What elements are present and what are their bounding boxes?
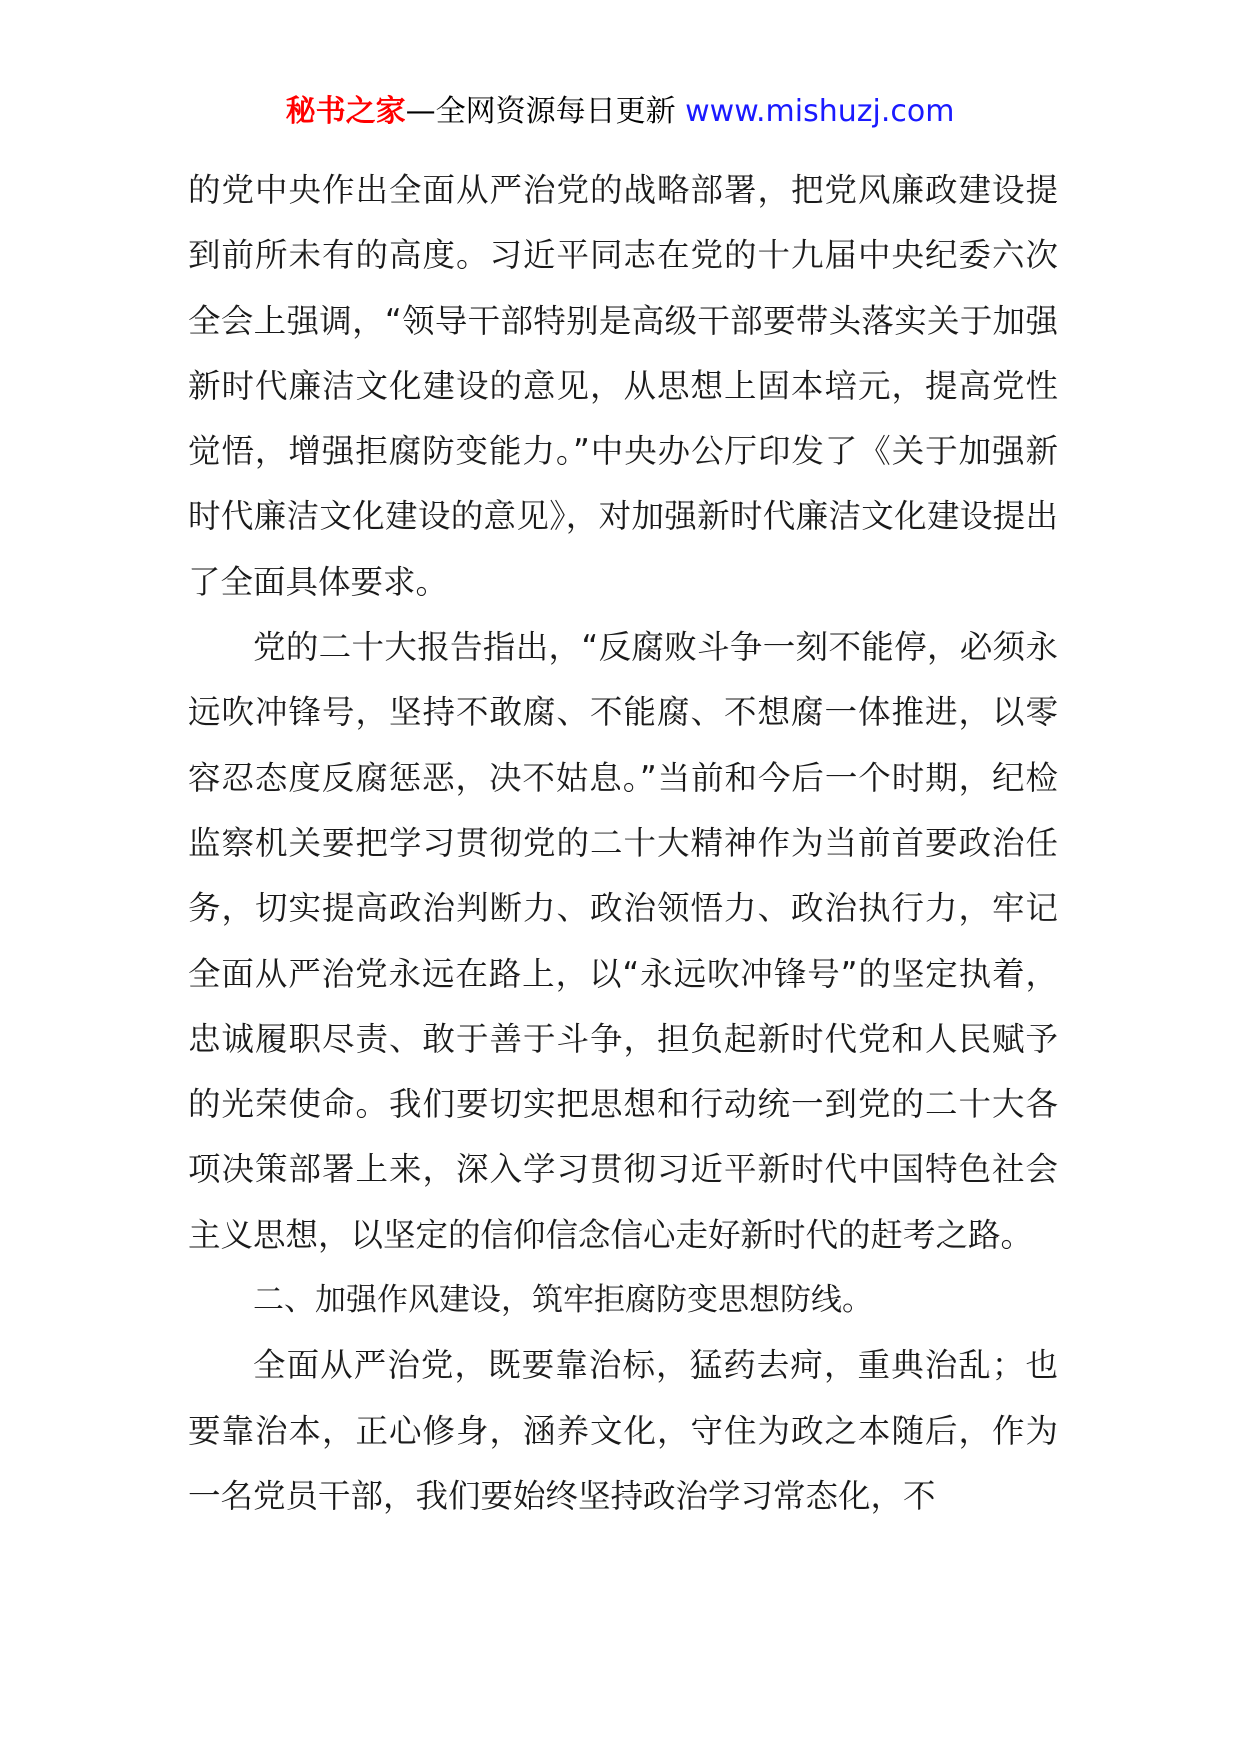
header-tagline: —全网资源每日更新 [405,94,686,129]
brand-name: 秘书之家 [285,94,406,129]
document-body [188,158,1058,1529]
paragraph-strict-governance: 全面从严治党，既要靠治标，猛药去疴，重典治乱；也要靠治本，正心修身，涵养文化，守住为政之本随后，作为一名党员干部，我们要始终坚持政治学习常态化，不 [188,1346,1058,1515]
site-url-link[interactable]: www.mishuzj.com [685,94,955,129]
paragraph-continuation: 的党中央作出全面从严治党的战略部署，把党风廉政建设提到前所未有的高度。习近平同志在党的十九届中央纪委六次全会上强调，“领导干部特别是高级干部要带头落实关于加强新时代廉洁文化建设的意见，从思想上固本培元，提高党性觉悟，增强拒腐防变能力。”中央办公厅印发了《关于加强新时代廉洁文化建设的意见》，对加强新时代廉洁文化建设提出了全面具体要求。 [188,171,1058,601]
section-heading: 二、加强作风建设，筑牢拒腐防变思想防线。 [253,1282,873,1319]
site-header [0,92,1240,132]
paragraph-twentieth-congress: 党的二十大报告指出，“反腐败斗争一刻不能停，必须永远吹冲锋号，坚持不敢腐、不能腐、不想腐一体推进，以零容忍态度反腐惩恶，决不姑息。”当前和今后一个时期，纪检监察机关要把学习贯彻党的二十大精神作为当前首要政治任务，切实提高政治判断力、政治领悟力、政治执行力，牢记全面从严治党永远在路上，以“永远吹冲锋号”的坚定执着，忠诚履职尽责、敢于善于斗争，担负起新时代党和人民赋予的光荣使命。我们要切实把思想和行动统一到党的二十大各项决策部署上来，深入学习贯彻习近平新时代中国特色社会主义思想，以坚定的信仰信念信心走好新时代的赶考之路。 [188,628,1058,1254]
